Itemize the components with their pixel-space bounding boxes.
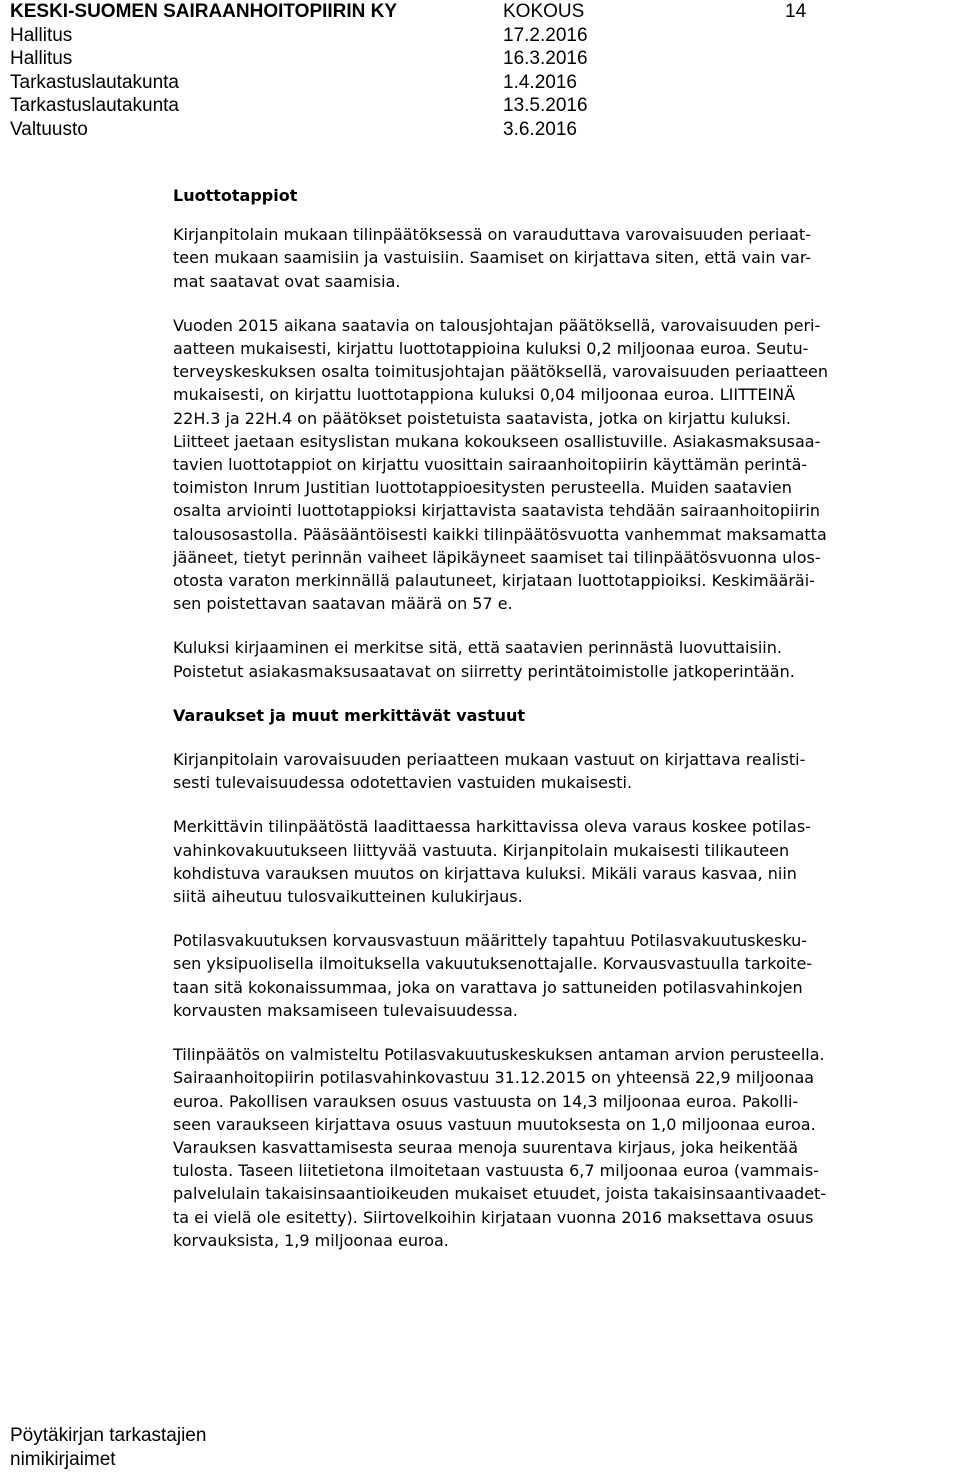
meeting-body: Tarkastuslautakunta <box>10 71 179 93</box>
paragraph: Merkittävin tilinpäätöstä laadittaessa harkittavissa oleva varaus koskee potilas- vahinkovakuutukseen liittyvää vastuuta. Kirjanpitolain mukaisesti tilikauteen kohdistuva varauksen muutos on kirjattava kuluksi. Mikäli varaus kasvaa, niin siitä aiheutuu tulosvaikutteinen kulukirjaus. <box>173 817 811 907</box>
meeting-date: 16.3.2016 <box>503 48 588 70</box>
meeting-row <box>10 71 950 95</box>
meeting-date: 3.6.2016 <box>503 118 577 140</box>
section-title-provisions: Varaukset ja muut merkittävät vastuut <box>173 705 526 725</box>
meeting-date: 17.2.2016 <box>503 24 588 46</box>
page-number: 14 <box>785 1 807 22</box>
paragraph: Vuoden 2015 aikana saatavia on talousjohtajan päätöksellä, varovaisuuden peri- aatteen mukaisesti, kirjattu luottotappioina kuluksi 0,2 miljoonaa euroa. Seutu- terveyskeskuksen osalta toimitusjohtajan päätöksellä, varovaisuuden periaatteen mukaisesti, on kirjattu luottotappiona kuluksi 0,04 miljoonaa euroa. LIITTEINÄ 22H.3 ja 22H.4 on päätökset poistetuista saatavista, jotka on kirjattu kuluksi. Liitteet jaetaan esityslistan mukana kokoukseen osallistuville. Asiakasmaksusaa- tavien luottotappiot on kirjattu vuosittain sairaanhoitopiirin käyttämän perintä- toimiston Inrum Justitian luottotappioesitysten perusteella. Muiden saatavien osalta arviointi luottotappioksi kirjattavista saatavista tehdään sairaanhoitopiirin talousosastolla. Pääsääntöisesti kaikki tilinpäätösvuotta vanhemmat maksamatta jääneet, tietyt perinnän vaiheet läpikäyneet saamiset tai tilinpäätösvuonna ulos- otosta varaton merkinnällä palautuneet, kirjataan luottotappioiksi. Keskimääräi- sen poistettavan saatavan määrä on 57 e. <box>173 315 829 614</box>
meeting-body: Hallitus <box>10 24 73 46</box>
paragraph: Kuluksi kirjaaminen ei merkitse sitä, että saatavien perinnästä luovuttaisiin. Poistetut asiakasmaksusaatavat on siirretty perintätoimistolle jatkoperintään. <box>173 638 795 681</box>
meeting-label: KOKOUS <box>503 1 585 22</box>
meeting-body: Tarkastuslautakunta <box>10 95 179 117</box>
paragraph: Potilasvakuutuksen korvausvastuun määrittely tapahtuu Potilasvakuutuskesku- sen yksipuolisella ilmoituksella vakuutuksenottajalle. Korvausvastuulla tarkoite- taan sitä kokonaissummaa, joka on varattava jo sattuneiden potilasvahinkojen korvausten maksamiseen tulevaisuudessa. <box>173 931 813 1020</box>
meeting-row <box>10 118 950 142</box>
paragraph: Tilinpäätös on valmisteltu Potilasvakuutuskeskuksen antaman arvion perusteella. Sairaanhoitopiirin potilasvahinkovastuu 31.12.2015 on yhteensä 22,9 miljoonaa euroa. Pakollisen varauksen osuus vastuusta on 14,3 miljoonaa euroa. Pakolli- seen varaukseen kirjattava osuus vastuun muutoksesta on 1,0 miljoonaa euroa. Varauksen kasvattamisesta seuraa menoja suurentava kirjaus, joka heikentää tulosta. Taseen liitetietona ilmoitetaan vastuusta 6,7 miljoonaa euroa (vammais- palvelulain takaisinsaantioikeuden mukaiset etuudet, joista takaisinsaantivaadet- ta ei vielä ole esitetty). Siirtovelkoihin kirjataan vuonna 2016 maksettava osuus korvauksista, 1,9 miljoonaa euroa. <box>173 1045 827 1250</box>
signature-label: Pöytäkirjan tarkastajien nimikirjaimet <box>10 1425 207 1470</box>
header-row-organization <box>10 0 950 24</box>
meeting-row <box>10 24 950 48</box>
meeting-date: 13.5.2016 <box>503 95 588 117</box>
meeting-row <box>10 94 950 118</box>
document-header <box>10 0 950 142</box>
document-body <box>173 184 955 1273</box>
section-title-credit-losses: Luottotappiot <box>173 186 298 205</box>
meeting-body: Valtuusto <box>10 118 88 140</box>
paragraph: Kirjanpitolain mukaan tilinpäätöksessä on varauduttava varovaisuuden periaat- teen mukaan saamisiin ja vastuisiin. Saamiset on kirjattava siten, että vain var- mat saatavat ovat saamisia. <box>173 225 812 291</box>
meeting-body: Hallitus <box>10 48 73 70</box>
meeting-date: 1.4.2016 <box>503 71 577 93</box>
organization-name: KESKI-SUOMEN SAIRAANHOITOPIIRIN KY <box>10 1 398 22</box>
paragraph: Kirjanpitolain varovaisuuden periaatteen mukaan vastuut on kirjattava realisti- sesti tulevaisuudessa odotettavien vastuiden mukaisesti. <box>173 750 806 793</box>
meeting-row <box>10 47 950 71</box>
